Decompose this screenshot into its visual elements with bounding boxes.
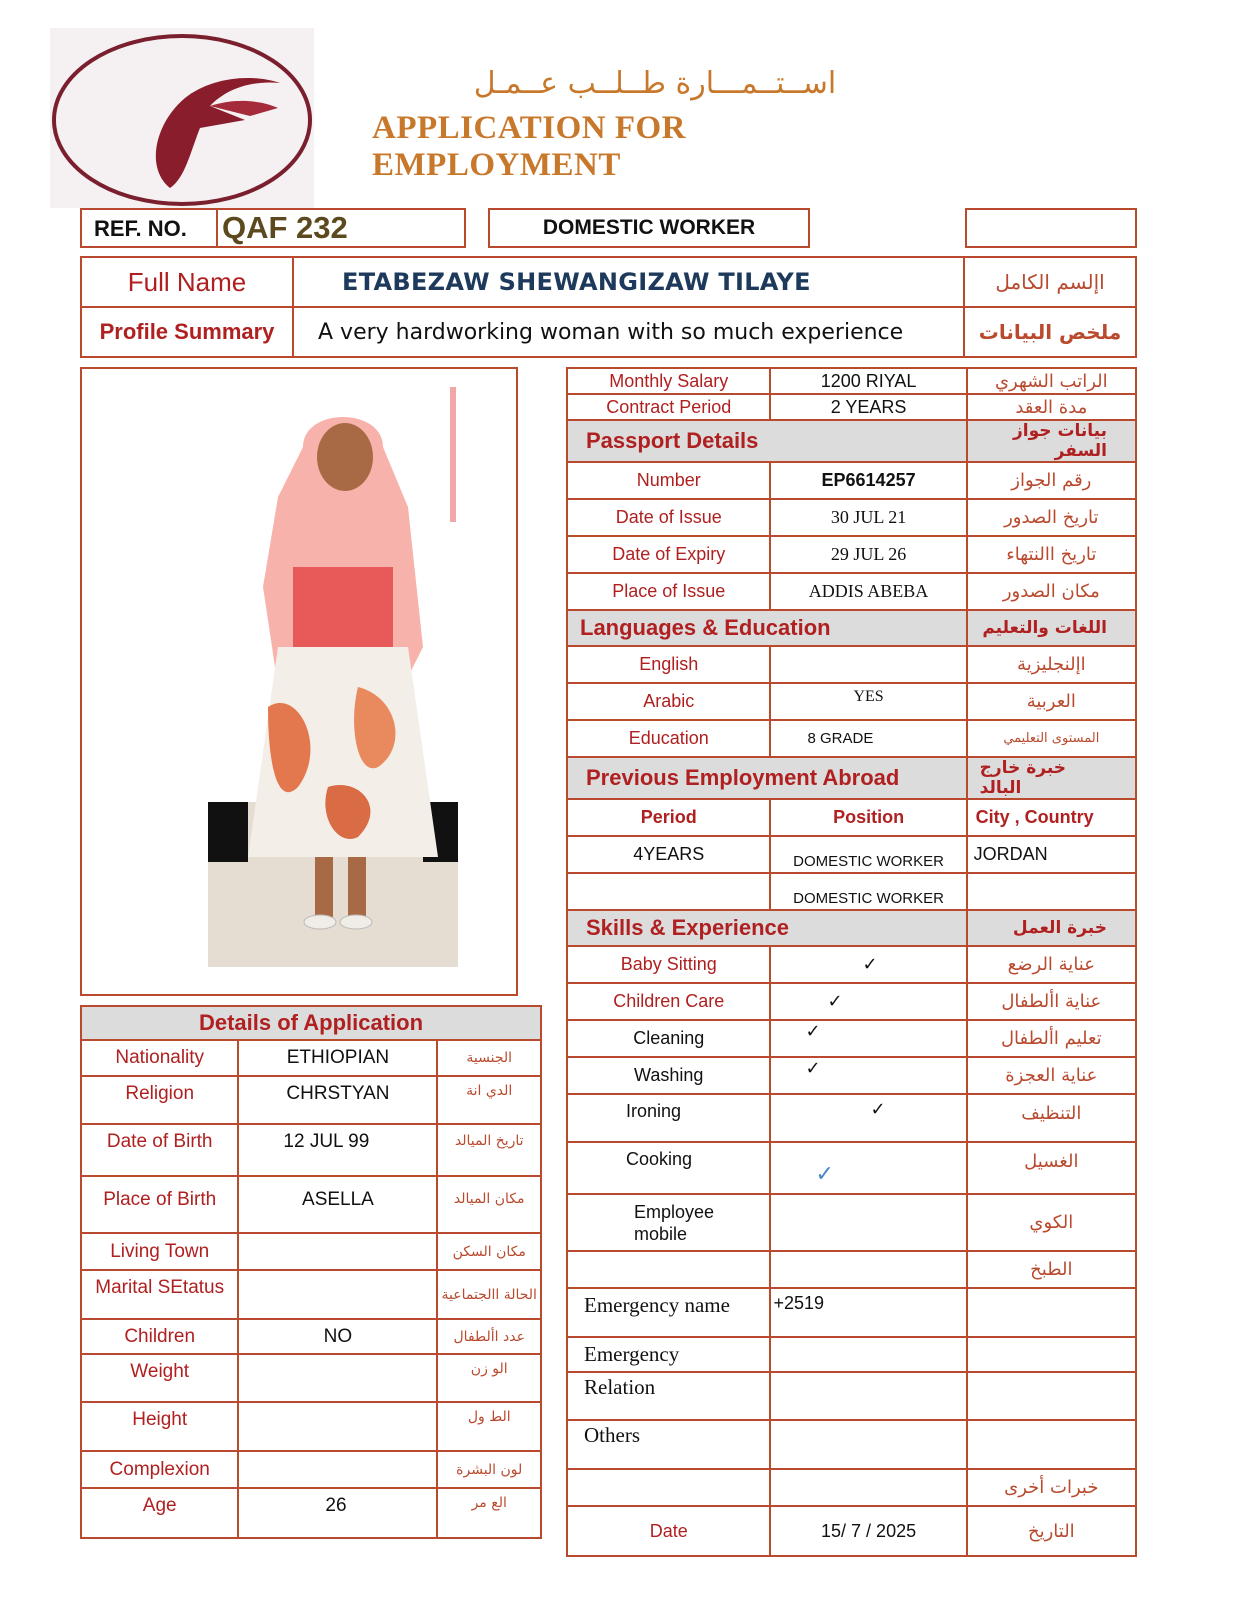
arabic-label: Arabic xyxy=(567,683,770,720)
salary-value: 1200 RIYAL xyxy=(770,368,966,394)
salary-label-ar: الراتب الشهري xyxy=(967,368,1136,394)
position-header: Position xyxy=(770,799,966,836)
skills-section-header xyxy=(567,910,1136,946)
contract-period-value: 2 YEARS xyxy=(770,394,966,420)
expiry-date-row xyxy=(567,536,1136,573)
english-label-ar: اإلنجليزية xyxy=(967,646,1136,683)
children-label-ar: عدد األطفال xyxy=(437,1319,541,1354)
living-town-label-ar: مكان السكن xyxy=(437,1233,541,1270)
employment-country-2 xyxy=(967,873,1136,910)
summary-row xyxy=(81,307,1136,357)
skill-row-children-care xyxy=(567,983,1136,1020)
english-value xyxy=(770,646,966,683)
relation-row xyxy=(567,1372,1136,1420)
employment-period-1: 4YEARS xyxy=(567,836,770,873)
height-value xyxy=(238,1402,437,1451)
summary-label: Profile Summary xyxy=(81,307,293,357)
mobile-row xyxy=(567,1194,1136,1251)
blank-row xyxy=(567,1251,1136,1288)
birth-place-label: Place of Birth xyxy=(81,1176,238,1233)
ref-value: QAF 232 xyxy=(216,208,466,248)
emergency-relation-row xyxy=(567,1337,1136,1372)
ref-label: REF. NO. xyxy=(80,208,218,248)
skill-label-children-care: Children Care xyxy=(567,983,770,1020)
salary-label: Monthly Salary xyxy=(567,368,770,394)
skills-title-ar: خبرة العمل xyxy=(967,910,1136,946)
photo-frame xyxy=(80,367,518,996)
employment-position-1: DOMESTIC WORKER xyxy=(770,836,966,873)
skill-label-ar-baby-sitting: عناية الرضع xyxy=(967,946,1136,983)
height-label-ar: الط ول xyxy=(437,1402,541,1451)
contract-period-label-ar: مدة العقد xyxy=(967,394,1136,420)
others-row xyxy=(567,1420,1136,1469)
blank-row-label-ar: الطبخ xyxy=(967,1251,1136,1288)
english-label: English xyxy=(567,646,770,683)
issue-place-label-ar: مكان الصدور xyxy=(967,573,1136,610)
birth-place-label-ar: مكان الميالد xyxy=(437,1176,541,1233)
issue-date-row xyxy=(567,499,1136,536)
employment-row-2 xyxy=(567,873,1136,910)
birth-date-row xyxy=(81,1124,541,1176)
education-label: Education xyxy=(567,720,770,757)
identity-table xyxy=(80,256,1137,358)
salary-row xyxy=(567,368,1136,394)
english-row xyxy=(567,646,1136,683)
complexion-value xyxy=(238,1451,437,1488)
birth-date-value: 12 JUL 99 xyxy=(238,1124,437,1176)
skill-label-ironing: Ironing xyxy=(567,1094,770,1142)
check-icon: ✓ xyxy=(770,1094,966,1142)
full-name-label-ar: اإلسم الكامل xyxy=(964,257,1136,307)
religion-label-ar: الدي انة xyxy=(437,1076,541,1124)
issue-place-value: ADDIS ABEBA xyxy=(770,573,966,610)
marital-status-label-ar: الحالة االجتماعية xyxy=(437,1270,541,1319)
employment-title: Previous Employment Abroad xyxy=(567,757,967,799)
employment-header-row xyxy=(567,799,1136,836)
check-icon: ✓ xyxy=(770,1057,966,1094)
education-value: 8 GRADE xyxy=(770,720,966,757)
relation-label: Relation xyxy=(567,1372,770,1420)
employment-country-1: JORDAN xyxy=(967,836,1136,873)
issue-place-row xyxy=(567,573,1136,610)
company-logo xyxy=(50,28,314,208)
skill-label-baby-sitting: Baby Sitting xyxy=(567,946,770,983)
full-name-label: Full Name xyxy=(81,257,293,307)
living-town-label: Living Town xyxy=(81,1233,238,1270)
employment-period-2 xyxy=(567,873,770,910)
passport-number-label: Number xyxy=(567,462,770,499)
complexion-label-ar: لون البشرة xyxy=(437,1451,541,1488)
marital-status-row xyxy=(81,1270,541,1319)
passport-number-row xyxy=(567,462,1136,499)
skill-label-ar-cooking: الغسيل xyxy=(967,1142,1136,1194)
religion-row xyxy=(81,1076,541,1124)
education-label-ar: المستوى التعليمي xyxy=(967,720,1136,757)
contract-period-label: Contract Period xyxy=(567,394,770,420)
skill-row-cooking xyxy=(567,1142,1136,1194)
passport-number-value: EP6614257 xyxy=(770,462,966,499)
skill-row-baby-sitting xyxy=(567,946,1136,983)
nationality-row xyxy=(81,1040,541,1076)
date-label-ar: التاريخ xyxy=(967,1506,1136,1556)
other-experience-row xyxy=(567,1469,1136,1506)
marital-status-value xyxy=(238,1270,437,1319)
arabic-row xyxy=(567,683,1136,720)
birth-place-value: ASELLA xyxy=(238,1176,437,1233)
birth-date-label-ar: تاريخ الميالد xyxy=(437,1124,541,1176)
nationality-label: Nationality xyxy=(81,1040,238,1076)
passport-title: Passport Details xyxy=(567,420,967,462)
full-name-row xyxy=(81,257,1136,307)
employment-position-2: DOMESTIC WORKER xyxy=(770,873,966,910)
weight-row xyxy=(81,1354,541,1402)
nationality-value: ETHIOPIAN xyxy=(238,1040,437,1076)
languages-section-header xyxy=(567,610,1136,646)
emergency-name-label: Emergency name xyxy=(567,1288,770,1337)
employment-row-1 xyxy=(567,836,1136,873)
skill-label-ar-washing: عناية العجزة xyxy=(967,1057,1136,1094)
country-header: City , Country xyxy=(967,799,1136,836)
date-row xyxy=(567,1506,1136,1556)
skills-title: Skills & Experience xyxy=(567,910,967,946)
check-icon: ✓ xyxy=(770,983,966,1020)
applicant-photo xyxy=(208,387,458,967)
languages-title: Languages & Education xyxy=(567,610,967,646)
details-section-header xyxy=(81,1006,541,1040)
arabic-value: YES xyxy=(770,683,966,720)
mobile-value xyxy=(770,1194,966,1251)
education-row xyxy=(567,720,1136,757)
emergency-name-row xyxy=(567,1288,1136,1337)
living-town-value xyxy=(238,1233,437,1270)
age-label-ar: الع مر xyxy=(437,1488,541,1538)
check-icon: ✓ xyxy=(770,1020,966,1057)
issue-place-label: Place of Issue xyxy=(567,573,770,610)
children-label: Children xyxy=(81,1319,238,1354)
marital-status-label: Marital SEtatus xyxy=(81,1270,238,1319)
skill-label-cleaning: Cleaning xyxy=(567,1020,770,1057)
emergency-relation-label: Emergency xyxy=(567,1337,770,1372)
skill-label-washing: Washing xyxy=(567,1057,770,1094)
summary-value: A very hardworking woman with so much experience xyxy=(293,307,964,357)
age-label: Age xyxy=(81,1488,238,1538)
title-arabic: اســتــمـــارة طــلــب عــمـل xyxy=(473,66,837,101)
expiry-date-value: 29 JUL 26 xyxy=(770,536,966,573)
contract-period-row xyxy=(567,394,1136,420)
children-value: NO xyxy=(238,1319,437,1354)
date-value: 15/ 7 / 2025 xyxy=(770,1506,966,1556)
languages-title-ar: اللغات والتعليم xyxy=(967,610,1136,646)
check-icon: ✓ xyxy=(770,1142,966,1194)
height-row xyxy=(81,1402,541,1451)
other-experience-label-ar: خبرات أخرى xyxy=(967,1469,1136,1506)
emergency-name-value: +2519 xyxy=(770,1288,966,1337)
summary-label-ar: ملخص البيانات xyxy=(964,307,1136,357)
application-details-table xyxy=(80,1005,542,1539)
religion-label: Religion xyxy=(81,1076,238,1124)
employment-title-ar: خبرة خارج البالد xyxy=(967,757,1136,799)
age-row xyxy=(81,1488,541,1538)
passport-number-label-ar: رقم الجواز xyxy=(967,462,1136,499)
full-name-value: ETABEZAW SHEWANGIZAW TILAYE xyxy=(293,257,964,307)
birth-place-row xyxy=(81,1176,541,1233)
period-header: Period xyxy=(567,799,770,836)
mobile-label-ar: الكوي xyxy=(967,1194,1136,1251)
issue-date-label-ar: تاريخ الصدور xyxy=(967,499,1136,536)
passport-section-header xyxy=(567,420,1136,462)
complexion-label: Complexion xyxy=(81,1451,238,1488)
arabic-label-ar: العربية xyxy=(967,683,1136,720)
skill-label-cooking: Cooking xyxy=(567,1142,770,1194)
age-value: 26 xyxy=(238,1488,437,1538)
expiry-date-label: Date of Expiry xyxy=(567,536,770,573)
height-label: Height xyxy=(81,1402,238,1451)
employment-section-header xyxy=(567,757,1136,799)
weight-label: Weight xyxy=(81,1354,238,1402)
skill-label-ar-ironing: التنظيف xyxy=(967,1094,1136,1142)
children-row xyxy=(81,1319,541,1354)
mobile-label: Employee mobile xyxy=(567,1194,770,1251)
title-english: APPLICATION FOR EMPLOYMENT xyxy=(372,110,686,183)
complexion-row xyxy=(81,1451,541,1488)
job-title: DOMESTIC WORKER xyxy=(488,208,810,248)
skill-row-washing xyxy=(567,1057,1136,1094)
living-town-row xyxy=(81,1233,541,1270)
skill-row-ironing xyxy=(567,1094,1136,1142)
check-icon: ✓ xyxy=(770,946,966,983)
others-label: Others xyxy=(567,1420,770,1469)
skill-label-ar-cleaning: تعليم األطفال xyxy=(967,1020,1136,1057)
right-details-table xyxy=(566,367,1137,1557)
date-label: Date xyxy=(567,1506,770,1556)
blank-box xyxy=(965,208,1137,248)
nationality-label-ar: الجنسية xyxy=(437,1040,541,1076)
skill-label-ar-children-care: عناية األطفال xyxy=(967,983,1136,1020)
details-title: Details of Application xyxy=(81,1006,541,1040)
issue-date-value: 30 JUL 21 xyxy=(770,499,966,536)
issue-date-label: Date of Issue xyxy=(567,499,770,536)
skill-row-cleaning xyxy=(567,1020,1136,1057)
weight-label-ar: الو زن xyxy=(437,1354,541,1402)
passport-title-ar: بيانات جواز السفر xyxy=(967,420,1136,462)
birth-date-label: Date of Birth xyxy=(81,1124,238,1176)
religion-value: CHRSTYAN xyxy=(238,1076,437,1124)
expiry-date-label-ar: تاريخ االنتهاء xyxy=(967,536,1136,573)
weight-value xyxy=(238,1354,437,1402)
